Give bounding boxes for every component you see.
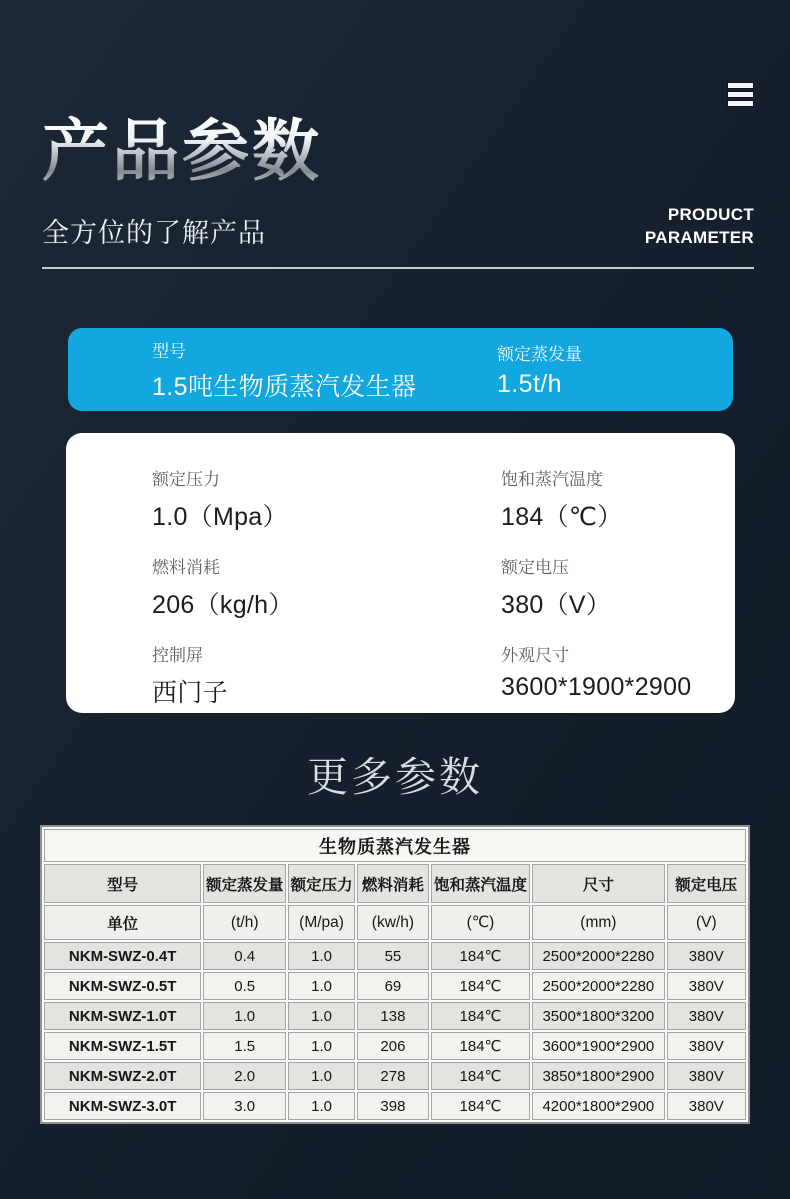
table-unit-cell: (mm) — [532, 905, 664, 940]
table-column-header: 额定电压 — [667, 864, 746, 903]
spec-param-item — [501, 553, 735, 641]
spec-param-value: 1.0（Mpa） — [152, 503, 288, 531]
table-row — [44, 1032, 746, 1060]
table-unit-cell: (V) — [667, 905, 746, 940]
model-highlight-card — [68, 328, 733, 411]
table-cell: NKM-SWZ-1.0T — [44, 1002, 201, 1030]
table-cell: 3500*1800*3200 — [532, 1002, 664, 1030]
table-cell: 278 — [357, 1062, 429, 1090]
table-cell: 380V — [667, 942, 746, 970]
table-unit-cell: 单位 — [44, 905, 201, 940]
table-cell: 1.0 — [288, 942, 355, 970]
highlight-param-item — [497, 340, 582, 399]
table-cell: 2500*2000*2280 — [532, 942, 664, 970]
table-row — [44, 1092, 746, 1120]
hamburger-bar — [728, 92, 753, 97]
spec-param-item — [152, 641, 501, 729]
highlight-param-item — [152, 337, 497, 403]
table-row — [44, 972, 746, 1000]
table-cell: 3850*1800*2900 — [532, 1062, 664, 1090]
table-cell: 184℃ — [431, 1032, 530, 1060]
table-cell: 2500*2000*2280 — [532, 972, 664, 1000]
spec-card — [66, 433, 735, 713]
table-cell: 55 — [357, 942, 429, 970]
spec-param-value: 3600*1900*2900 — [501, 673, 692, 701]
table-cell: 380V — [667, 1092, 746, 1120]
spec-param-label: 饱和蒸汽温度 — [501, 470, 603, 489]
table-cell: 184℃ — [431, 942, 530, 970]
spec-param-value: 184（℃） — [501, 503, 623, 531]
table-cell: 3600*1900*2900 — [532, 1032, 664, 1060]
page-subtitle-en-line1: PRODUCT — [667, 204, 754, 224]
table-cell: 1.0 — [203, 1002, 286, 1030]
hamburger-menu-icon[interactable] — [728, 83, 753, 106]
table-cell: 184℃ — [431, 1092, 530, 1120]
spec-table — [40, 825, 750, 1124]
more-params-heading: 更多参数 — [307, 754, 483, 800]
table-unit-cell: (kw/h) — [357, 905, 429, 940]
page-subtitle-en — [645, 204, 754, 250]
table-cell: 380V — [667, 1062, 746, 1090]
table-cell: 0.5 — [203, 972, 286, 1000]
table-row — [44, 1062, 746, 1090]
spec-param-item — [152, 465, 501, 553]
table-column-header: 额定压力 — [288, 864, 355, 903]
table-cell: 184℃ — [431, 1002, 530, 1030]
spec-param-label: 额定电压 — [501, 558, 569, 577]
table-cell: 4200*1800*2900 — [532, 1092, 664, 1120]
table-cell: 380V — [667, 972, 746, 1000]
table-column-header: 额定蒸发量 — [203, 864, 286, 903]
table-cell: 2.0 — [203, 1062, 286, 1090]
table-unit-cell: (t/h) — [203, 905, 286, 940]
table-cell: NKM-SWZ-3.0T — [44, 1092, 201, 1120]
highlight-param-label: 型号 — [152, 341, 186, 361]
table-cell: 138 — [357, 1002, 429, 1030]
hero-header — [42, 110, 754, 269]
hamburger-bar — [728, 83, 753, 88]
spec-param-label: 外观尺寸 — [501, 646, 569, 665]
spec-param-item — [501, 641, 735, 729]
table-cell: 1.5 — [203, 1032, 286, 1060]
table-column-header: 型号 — [44, 864, 201, 903]
table-cell: 1.0 — [288, 1062, 355, 1090]
spec-table-wrapper — [40, 825, 750, 1124]
spec-param-item — [501, 465, 735, 553]
table-cell: NKM-SWZ-0.4T — [44, 942, 201, 970]
table-cell: NKM-SWZ-0.5T — [44, 972, 201, 1000]
table-cell: 69 — [357, 972, 429, 1000]
table-cell: 1.0 — [288, 1002, 355, 1030]
table-unit-cell: (M/pa) — [288, 905, 355, 940]
table-cell: 380V — [667, 1032, 746, 1060]
spec-param-label: 燃料消耗 — [152, 558, 220, 577]
table-title: 生物质蒸汽发生器 — [44, 829, 746, 862]
spec-param-value: 380（V） — [501, 591, 612, 619]
table-cell: 3.0 — [203, 1092, 286, 1120]
table-cell: 380V — [667, 1002, 746, 1030]
table-row — [44, 1002, 746, 1030]
spec-param-value: 西门子 — [152, 679, 228, 707]
table-cell: NKM-SWZ-1.5T — [44, 1032, 201, 1060]
spec-param-label: 额定压力 — [152, 470, 220, 489]
table-cell: 184℃ — [431, 1062, 530, 1090]
page-subtitle: 全方位的了解产品 — [42, 217, 266, 248]
page-title: 产品参数 — [42, 110, 322, 194]
table-cell: 1.0 — [288, 1092, 355, 1120]
table-cell: NKM-SWZ-2.0T — [44, 1062, 201, 1090]
table-cell: 206 — [357, 1032, 429, 1060]
page-subtitle-en-line2: PARAMETER — [644, 227, 754, 247]
table-cell: 1.0 — [288, 1032, 355, 1060]
header-divider — [42, 267, 754, 269]
table-row — [44, 942, 746, 970]
table-column-header: 燃料消耗 — [357, 864, 429, 903]
spec-param-value: 206（kg/h） — [152, 591, 294, 619]
spec-param-item — [152, 553, 501, 641]
highlight-param-value: 1.5吨生物质蒸汽发生器 — [152, 372, 417, 401]
table-column-header: 饱和蒸汽温度 — [431, 864, 530, 903]
highlight-param-value: 1.5t/h — [497, 370, 562, 398]
table-cell: 0.4 — [203, 942, 286, 970]
spec-param-label: 控制屏 — [152, 646, 203, 665]
highlight-param-label: 额定蒸发量 — [497, 345, 582, 364]
table-column-header: 尺寸 — [532, 864, 664, 903]
table-cell: 184℃ — [431, 972, 530, 1000]
table-unit-cell: (℃) — [431, 905, 530, 940]
hamburger-bar — [728, 101, 753, 106]
table-cell: 398 — [357, 1092, 429, 1120]
table-cell: 1.0 — [288, 972, 355, 1000]
